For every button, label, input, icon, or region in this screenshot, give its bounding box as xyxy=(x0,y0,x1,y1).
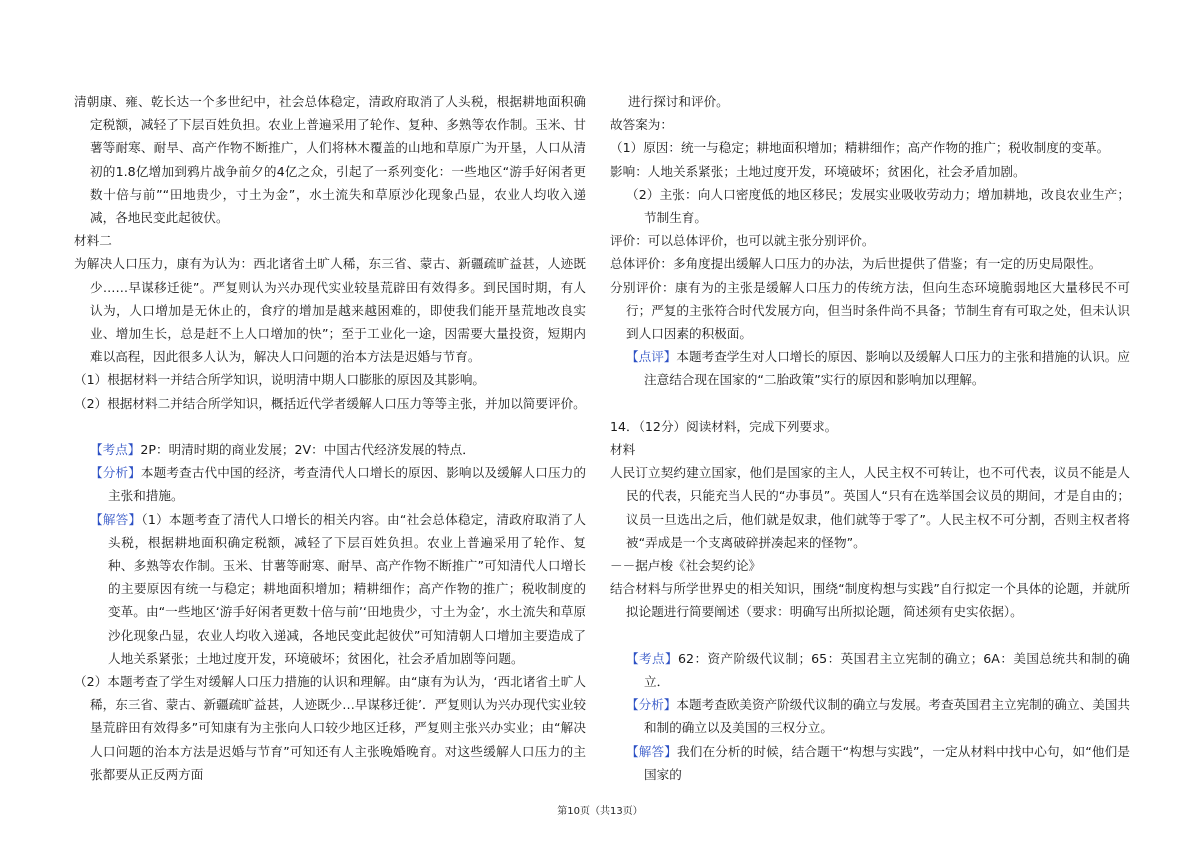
material-label: 材料 xyxy=(610,442,636,458)
fenxi-tag-14: 【分析】 xyxy=(626,697,677,713)
answer-separate-evaluation: 分别评价：康有为的主张是缓解人口压力的传统方法，但向生态环境脆弱地区大量移民不可行；严复的主张符合时代发展方向，但当时条件尚不具备；节制生育有可取之处，但未认识到人口因素的积极面。 xyxy=(610,279,1130,342)
kaodian-section xyxy=(74,438,586,461)
kaodian-tag: 【考点】 xyxy=(90,442,141,458)
answer-label: 故答案为： xyxy=(610,117,673,133)
spacer xyxy=(74,415,586,438)
dianping-tag: 【点评】 xyxy=(626,349,677,365)
jieda-text-1: （1）本题考查了清代人口增长的相关内容。由“社会总体稳定，清政府取消了人头税，根据耕地面积确定税额，减轻了下层百姓负担。农业上普遍采用了轮作、复种、多熟等农作制。玉米、甘薯等耐寒、耐旱、高产作物不断推广”可知清代人口增长的主要原因有统一与稳定；耕地面积增加；精耕细作；高产作物的推广；税收制度的变革。由“一些地区‘游手好闲者更数十倍与前’‘田地贵少，寸土为金’，水土流失和草原沙化现象凸显，农业人均收入递减，各地民变此起彼伏”可知清朝人口增加主要造成了人地关系紧张；土地过度开发，环境破坏；贫困化，社会矛盾加剧等问题。 xyxy=(108,511,586,666)
left-column xyxy=(74,90,586,786)
material-source: －－据卢梭《社会契约论》 xyxy=(610,558,762,574)
answer-impact: 影响：人地关系紧张；土地过度开发，环境破坏；贫困化，社会矛盾加剧。 xyxy=(610,163,1026,179)
kaodian-text-14: 62：资产阶级代议制；65：英国君主立宪制的确立；6A：美国总统共和制的确立． xyxy=(644,650,1131,690)
material-one-text: 清朝康、雍、乾长达一个多世纪中，社会总体稳定，清政府取消了人头税，根据耕地面积确定税额，减轻了下层百姓负担。农业上普遍采用了轮作、复种、多熟等农作制。玉米、甘薯等耐寒、耐旱、高产作物不断推广，人们将林木覆盖的山地和草原广为开垦，人口从清初的1.8亿增加到鸦片战争前夕的4亿之众，引起了一系列变化：一些地区“游手好闲者更数十倍与前”“田地贵少，寸土为金”，水土流失和草原沙化现象凸显，农业人均收入递减，各地民变此起彼伏。 xyxy=(74,94,586,226)
question-1: （1）根据材料一并结合所学知识，说明清中期人口膨胀的原因及其影响。 xyxy=(74,372,486,388)
kaodian-text: 2P：明清时期的商业发展；2V：中国古代经济发展的特点． xyxy=(140,442,475,458)
jieda-section-14 xyxy=(610,740,1130,786)
page-footer: 第10页（共13页） xyxy=(557,806,643,817)
answer-continuation: 进行探讨和评价。 xyxy=(628,94,729,109)
fenxi-section xyxy=(74,461,586,507)
jieda-section xyxy=(74,508,586,670)
material-two-text: 为解决人口压力，康有为认为：西北诸省土旷人稀，东三省、蒙古、新疆疏旷益甚，人迹既少……早谋移迁徙”。严复则认为兴办现代实业较垦荒辟田有效得多。到民国时期，有人认为，人口增加是无休止的，食疗的增加是越来越困难的，即使我们能开垦荒地改良实业、增加生长，总是赶不上人口增加的快”；至于工业化一途，因需要大量投资，短期内难以高程，因此很多人认为，解决人口问题的治本方法是迟婚与节育。 xyxy=(74,256,586,365)
question-14: 14．（12分）阅读材料，完成下列要求。 xyxy=(610,418,838,434)
jieda-text-2: （2）本题考查了学生对缓解人口压力措施的认识和理解。由“康有为认为，‘西北诸省土旷人稀，东三省、蒙古、新疆疏旷益甚，人迹既少…早谋移迁徙’．严复则认为兴办现代实业较垦荒辟田有效得多”可知康有为主张向人口较少地区迁移，严复则主张兴办实业；由“解决人口问题的治本方法是迟婚与节育”可知还有人主张晚婚晚育。对这些缓解人口压力的主张都要从正反两方面 xyxy=(74,674,586,782)
answer-cause: （1）原因：统一与稳定；耕地面积增加；精耕细作；高产作物的推广；税收制度的变革。 xyxy=(610,140,1110,156)
question-2: （2）根据材料二并结合所学知识，概括近代学者缓解人口压力等等主张，并加以简要评价。 xyxy=(74,395,586,411)
fenxi-text: 本题考查古代中国的经济，考查清代人口增长的原因、影响以及缓解人口压力的主张和措施。 xyxy=(108,465,587,504)
jieda-text-14: 我们在分析的时候，结合题干“构想与实践”，一定从材料中找中心句，如“他们是国家的 xyxy=(644,743,1131,782)
answer-proposal: （2）主张：向人口密度低的地区移民；发展实业吸收劳动力；增加耕地，改良农业生产；节制生育。 xyxy=(626,186,1130,226)
answer-overall-evaluation: 总体评价：多角度提出缓解人口压力的办法，为后世提供了借鉴；有一定的历史局限性。 xyxy=(610,256,1102,272)
kaodian-tag-14: 【考点】 xyxy=(626,650,679,666)
question-14-ask: 结合材料与所学世界史的相关知识，围绕“制度构想与实践”自行拟定一个具体的论题，并就所拟论题进行简要阐述（要求：明确写出所拟论题，简述须有史实依据）。 xyxy=(610,581,1130,620)
kaodian-section-14 xyxy=(610,647,1130,693)
material-two-heading: 材料二 xyxy=(74,233,112,249)
answer-evaluation: 评价：可以总体评价，也可以就主张分别评价。 xyxy=(610,233,875,249)
fenxi-text-14: 本题考查欧美资产阶级代议制的确立与发展。考查英国君主立宪制的确立、美国共和制的确立以及美国的三权分立。 xyxy=(644,697,1131,736)
right-column xyxy=(610,90,1130,786)
spacer xyxy=(610,392,1130,415)
dianping-text: 本题考查学生对人口增长的原因、影响以及缓解人口压力的主张和措施的认识。应注意结合现在国家的“二胎政策”实行的原因和影响加以理解。 xyxy=(644,349,1131,388)
jieda-tag-14: 【解答】 xyxy=(626,743,677,759)
fenxi-section-14 xyxy=(610,693,1130,739)
jieda-tag: 【解答】 xyxy=(90,511,142,527)
dianping-section xyxy=(610,345,1130,391)
fenxi-tag: 【分析】 xyxy=(90,465,141,481)
material-text: 人民订立契约建立国家，他们是国家的主人，人民主权不可转让，也不可代表，议员不能是人民的代表，只能充当人民的“办事员”。英国人“只有在选举国会议员的期间，才是自由的；议员一旦选出之后，他们就是奴隶，他们就等于零了”。人民主权不可分割，否则主权者将被“弄成是一个支离破碎拼凑起来的怪物”。 xyxy=(610,465,1130,550)
spacer xyxy=(610,624,1130,647)
